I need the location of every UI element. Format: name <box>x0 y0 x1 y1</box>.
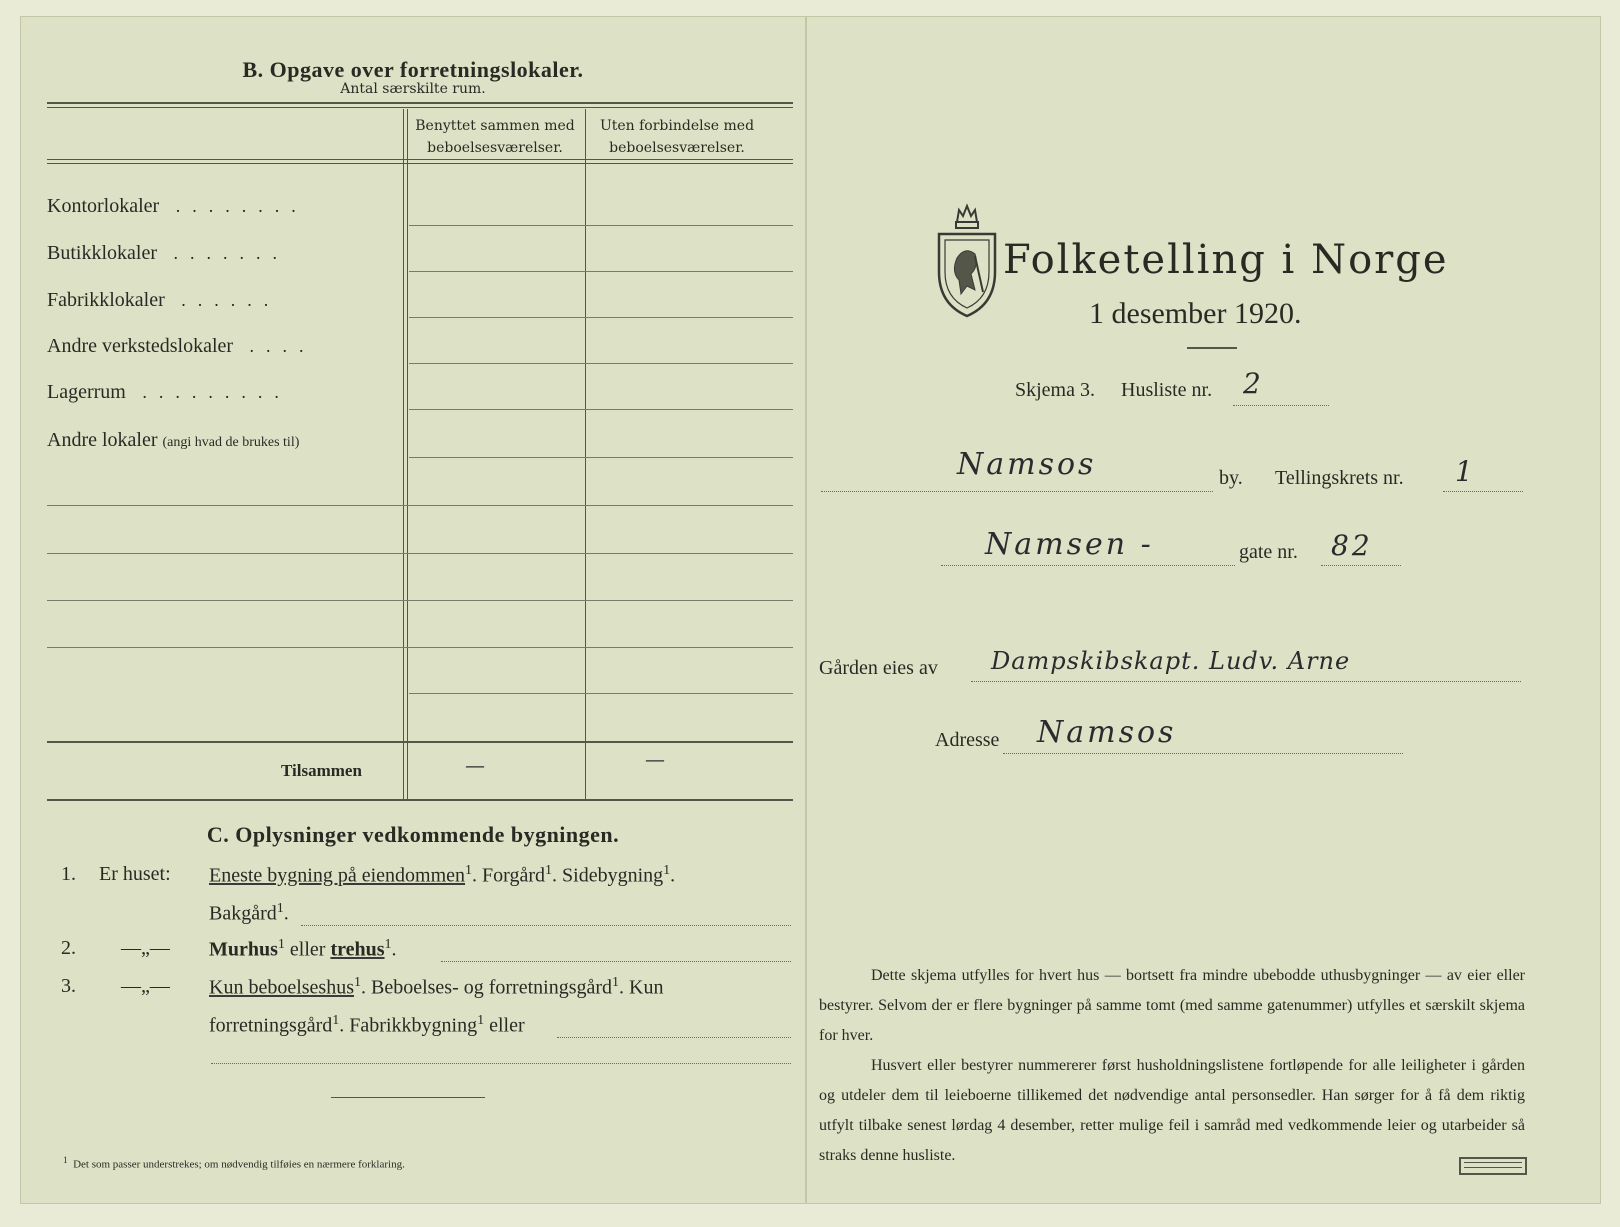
q3-fill-line-2 <box>211 1063 791 1064</box>
total-col1-value: — <box>465 753 488 777</box>
q3-option-fabrikkbygning: Fabrikkbygning <box>349 1014 478 1037</box>
footnote-mark: 1 <box>477 1013 485 1028</box>
owner-value: Dampskibskapt. Ludv. Arne <box>991 647 1351 675</box>
q1-option-forgard: Forgård <box>482 864 546 887</box>
q3-option-eller: eller <box>489 1014 525 1037</box>
coat-of-arms-icon <box>935 200 999 320</box>
street-nr-value: 82 <box>1331 529 1373 562</box>
row-label: Andre lokaler <box>47 429 158 451</box>
left-page <box>20 16 806 1204</box>
row-label: Butikklokaler <box>47 242 157 264</box>
row-label: Lagerrum <box>47 381 126 403</box>
instructions-paragraph-1: Dette skjema utfylles for hvert hus — bortsett fra mindre ubebodde uthusbygninger — av eier eller bestyrer. Selvom der er flere bygninger på samme tomt (med samme gatenummer) utfylles et særskilt skjema for hver. <box>819 967 1525 1044</box>
q2-mid: eller <box>289 938 326 961</box>
row-andre-lokaler <box>47 429 299 452</box>
row-lagerrum <box>47 381 291 404</box>
address-value: Namsos <box>1037 715 1177 750</box>
q3-options-line2: forretningsgård$^1$. Fabrikkbygning$^1$ eller <box>209 1013 525 1037</box>
footnote-number: 1 <box>63 1155 68 1165</box>
owner-label: Gården eies av <box>819 657 938 679</box>
footnote-text: Det som passer understrekes; om nødvendig tilføies en nærmere forklaring. <box>73 1158 405 1171</box>
footnote-mark: 1 <box>384 937 392 952</box>
footnote-mark: 1 <box>545 863 553 878</box>
row-andre-verkstedslokaler <box>47 335 316 358</box>
row-rule <box>409 317 793 318</box>
q1-fill-line <box>301 925 791 926</box>
row-butikklokaler <box>47 242 289 265</box>
table-top-rule-thin <box>47 107 793 108</box>
row-rule <box>409 271 793 272</box>
row-dots: .... <box>233 336 316 356</box>
col1-header-line1: Benyttet sammen med <box>415 118 575 134</box>
q1-option-sidebygning: Sidebygning <box>562 864 664 887</box>
footnote-mark: 1 <box>663 863 671 878</box>
instructions-paragraph-2: Husvert eller bestyrer nummererer først husholdningslistene fortløpende for alle leiligheter i gården og utdeler dem til leieboerne tillikemed det nødvendige antal personsedler. Han sørger for å få dem riktig utfylt tilbake senest lørdag 4 desember, retter mulige feil i samråd med vedkommende leier og utarbeider så straks denne husliste. <box>819 1057 1525 1164</box>
q1-number: 1. <box>61 863 76 885</box>
street-value: Namsen - <box>985 527 1154 562</box>
row-rule <box>409 457 793 458</box>
schema-label: Skjema 3. <box>1015 379 1095 401</box>
col2-header-line2: beboelsesværelser. <box>609 140 745 156</box>
city-suffix: by. <box>1219 467 1243 489</box>
q1-option-bakgard: Bakgård <box>209 902 277 925</box>
col2-left-rule <box>585 109 586 799</box>
col2-header <box>587 115 767 159</box>
street-line <box>941 565 1235 566</box>
section-b-subtitle: Antal særskilte rum. <box>340 81 486 97</box>
col2-header-line1: Uten forbindelse med <box>599 118 755 134</box>
q2-option-trehus: trehus <box>330 938 385 961</box>
address-line <box>1003 753 1403 754</box>
row-label: Andre verkstedslokaler <box>47 335 234 357</box>
q3-option-beboelses: Beboelses- og forretningsgård <box>370 976 613 999</box>
husliste-line <box>1233 405 1329 406</box>
footnote-mark: 1 <box>612 975 620 990</box>
q2-fill-line <box>441 961 791 962</box>
street-nr-line <box>1321 565 1401 566</box>
divider-rule <box>331 1097 485 1098</box>
q2-number: 2. <box>61 937 76 959</box>
q3-ditto: —„— <box>121 975 170 997</box>
q1-label: Er huset: <box>99 863 171 885</box>
row-dots: ........ <box>159 196 308 216</box>
address-label: Adresse <box>935 729 1000 751</box>
header-bottom-rule-thin <box>47 163 793 164</box>
right-page <box>806 16 1601 1204</box>
printer-stamp <box>1459 1157 1527 1175</box>
city-value: Namsos <box>957 447 1097 482</box>
footnote-mark: 1 <box>332 1013 340 1028</box>
row-kontorlokaler <box>47 195 308 218</box>
row-label: Kontorlokaler <box>47 195 160 217</box>
total-top-rule <box>47 741 793 743</box>
q3-option-kun: Kun <box>629 976 664 999</box>
row-note: (angi hvad de brukes til) <box>162 435 300 450</box>
row-rule <box>47 647 793 648</box>
q2-ditto: —„— <box>121 937 170 959</box>
table-top-rule <box>47 102 793 104</box>
row-rule <box>409 409 793 410</box>
q2-option-murhus: Murhus <box>209 938 278 961</box>
footnote-mark: 1 <box>277 937 285 952</box>
row-dots: ....... <box>156 243 289 263</box>
col1-header-line2: beboelsesværelser. <box>427 140 563 156</box>
footnote <box>63 1155 405 1171</box>
q1-option-bakgard-line: Bakgård$^1$. <box>209 901 289 925</box>
q1-option-eneste: Eneste bygning på eiendommen <box>209 864 466 887</box>
footnote-mark: 1 <box>465 863 473 878</box>
total-label: Tilsammen <box>281 761 362 780</box>
row-rule <box>409 225 793 226</box>
row-rule <box>47 553 793 554</box>
krets-value: 1 <box>1455 455 1476 488</box>
row-dots: ......... <box>125 382 291 402</box>
section-c-title: C. Oplysninger vedkommende bygningen. <box>206 822 620 847</box>
row-label: Fabrikklokaler <box>47 289 165 311</box>
title-rule <box>1187 347 1237 349</box>
total-col2-value: — <box>645 747 668 771</box>
husliste-label: Husliste nr. <box>1121 379 1213 401</box>
row-rule <box>409 363 793 364</box>
row-rule <box>47 600 793 601</box>
owner-line <box>971 681 1521 682</box>
printer-stamp-lines <box>1464 1162 1522 1168</box>
q1-options: Eneste bygning på eiendommen$^1$. Forgård$^1$. Sidebygning$^1$. <box>209 863 676 887</box>
header-bottom-rule <box>47 159 793 160</box>
section-b-title: B. Opgave over forretningslokaler. <box>242 57 584 82</box>
krets-line <box>1443 491 1523 492</box>
q3-option-forretningsgard: forretningsgård <box>209 1014 333 1037</box>
col1-left-rule <box>403 109 404 799</box>
street-suffix: gate nr. <box>1239 541 1298 563</box>
q3-fill-line <box>557 1037 791 1038</box>
husliste-value: 2 <box>1243 367 1264 400</box>
col1-header <box>405 115 585 159</box>
cover-date: 1 desember 1920. <box>1089 297 1302 330</box>
total-bottom-rule <box>47 799 793 801</box>
cover-title: Folketelling i Norge <box>1003 237 1449 283</box>
footnote-mark: 1 <box>353 975 361 990</box>
city-line <box>821 491 1213 492</box>
q3-options: Kun beboelseshus$^1$. Beboelses- og forretningsgård$^1$. Kun <box>209 975 664 999</box>
q3-number: 3. <box>61 975 76 997</box>
row-rule <box>47 505 793 506</box>
q3-option-kun-beboelseshus: Kun beboelseshus <box>209 976 354 999</box>
footnote-mark: 1 <box>276 901 284 916</box>
col1-left-rule-thin <box>407 109 408 799</box>
q2-options: Murhus$^1$ eller trehus$^1$. <box>209 937 397 961</box>
row-dots: ...... <box>164 290 281 310</box>
row-fabrikklokaler <box>47 289 280 312</box>
row-rule <box>409 693 793 694</box>
krets-label: Tellingskrets nr. <box>1275 467 1404 489</box>
